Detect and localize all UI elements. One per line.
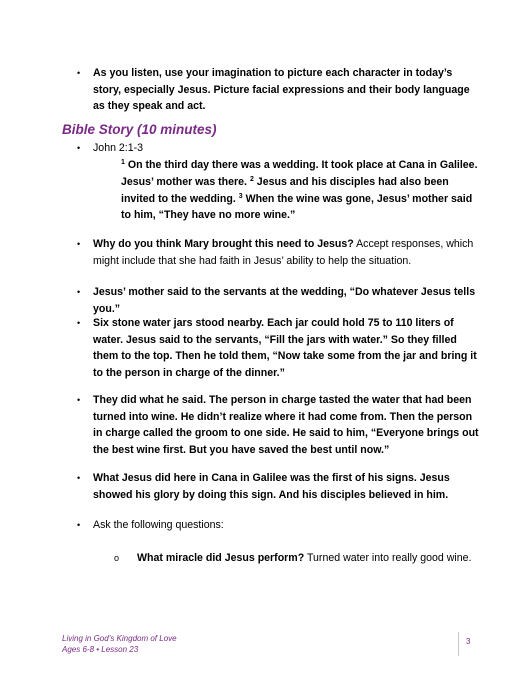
verse-text: Jesus and his disciples had also been invited to the wedding. [121, 175, 449, 205]
item-bold-text: What miracle did Jesus perform? [137, 552, 305, 564]
verse-number: 2 [249, 175, 254, 183]
bullet-marker: • [77, 287, 81, 297]
intro-paragraph: As you listen, use your imagination to picture each character in today’s story, especially Jesus. Picture facial expressions and their body language as they speak and act. [93, 67, 470, 113]
item-bold-text: Jesus’ mother said to the servants at the wedding, “Do whatever Jesus tells you.” [93, 286, 476, 315]
item-bold-text: What Jesus did here in Cana in Galilee was the first of his signs. Jesus showed his glory by doing this sign. And his disciples believed in him. [93, 472, 450, 501]
footer-title: Living in God’s Kingdom of Love [62, 634, 177, 643]
bullet-marker: • [77, 520, 81, 530]
item-bold-text: Why do you think Mary brought this need to Jesus? [93, 238, 354, 250]
verse-text: On the third day there was a wedding. It took place at Cana in Galilee. Jesus’ mother was there. [121, 159, 478, 188]
story-item [93, 392, 483, 458]
bullet-marker: • [77, 239, 81, 249]
footer-divider [458, 632, 459, 656]
scripture-passage [121, 157, 481, 224]
item-bold-text: Six stone water jars stood nearby. Each jar could hold 75 to 110 liters of water. Jesus said to the servants, “Fill the jars with water.” So they filled them to the top. Then he told them, “Now take some from the jar and bring it to the person in charge of the dinner.” [93, 317, 477, 379]
bullet-marker: • [77, 395, 81, 405]
story-item [93, 315, 483, 381]
story-item [93, 470, 483, 503]
question-item [93, 236, 483, 269]
bullet-marker: • [77, 68, 81, 78]
item-normal-text: Accept responses, which might include that she had faith in Jesus’ ability to help the situation. [93, 238, 474, 267]
section-heading: Bible Story (10 minutes) [62, 122, 217, 137]
footer-text [62, 633, 177, 655]
bullet-marker: • [77, 143, 81, 153]
story-item [93, 284, 483, 317]
verse-number: 1 [121, 159, 125, 166]
sub-question-item [137, 550, 477, 566]
bullet-marker: • [77, 318, 81, 328]
bullet-marker: • [77, 473, 81, 483]
sub-bullet-marker: o [114, 553, 120, 563]
item-bold-text: They did what he said. The person in charge tasted the water that had been turned into wine. He didn’t realize where it had come from. Then the person in charge called the groom to one side. He said to him, “Everyone brings out the best wine first. But you have saved the best until now.” [93, 394, 479, 456]
scripture-reference: John 2:1-3 [93, 142, 144, 154]
footer-subtitle: Ages 6-8 • Lesson 23 [62, 645, 139, 654]
item-normal-text: Turned water into really good wine. [304, 552, 472, 564]
instruction-item [93, 517, 483, 534]
verse-number: 3 [238, 192, 243, 200]
verse-text: When the wine was gone, Jesus’ mother said to him, “They have no more wine.” [121, 192, 473, 222]
item-normal-text: Ask the following questions: [93, 519, 224, 531]
page-number: 3 [466, 637, 471, 646]
